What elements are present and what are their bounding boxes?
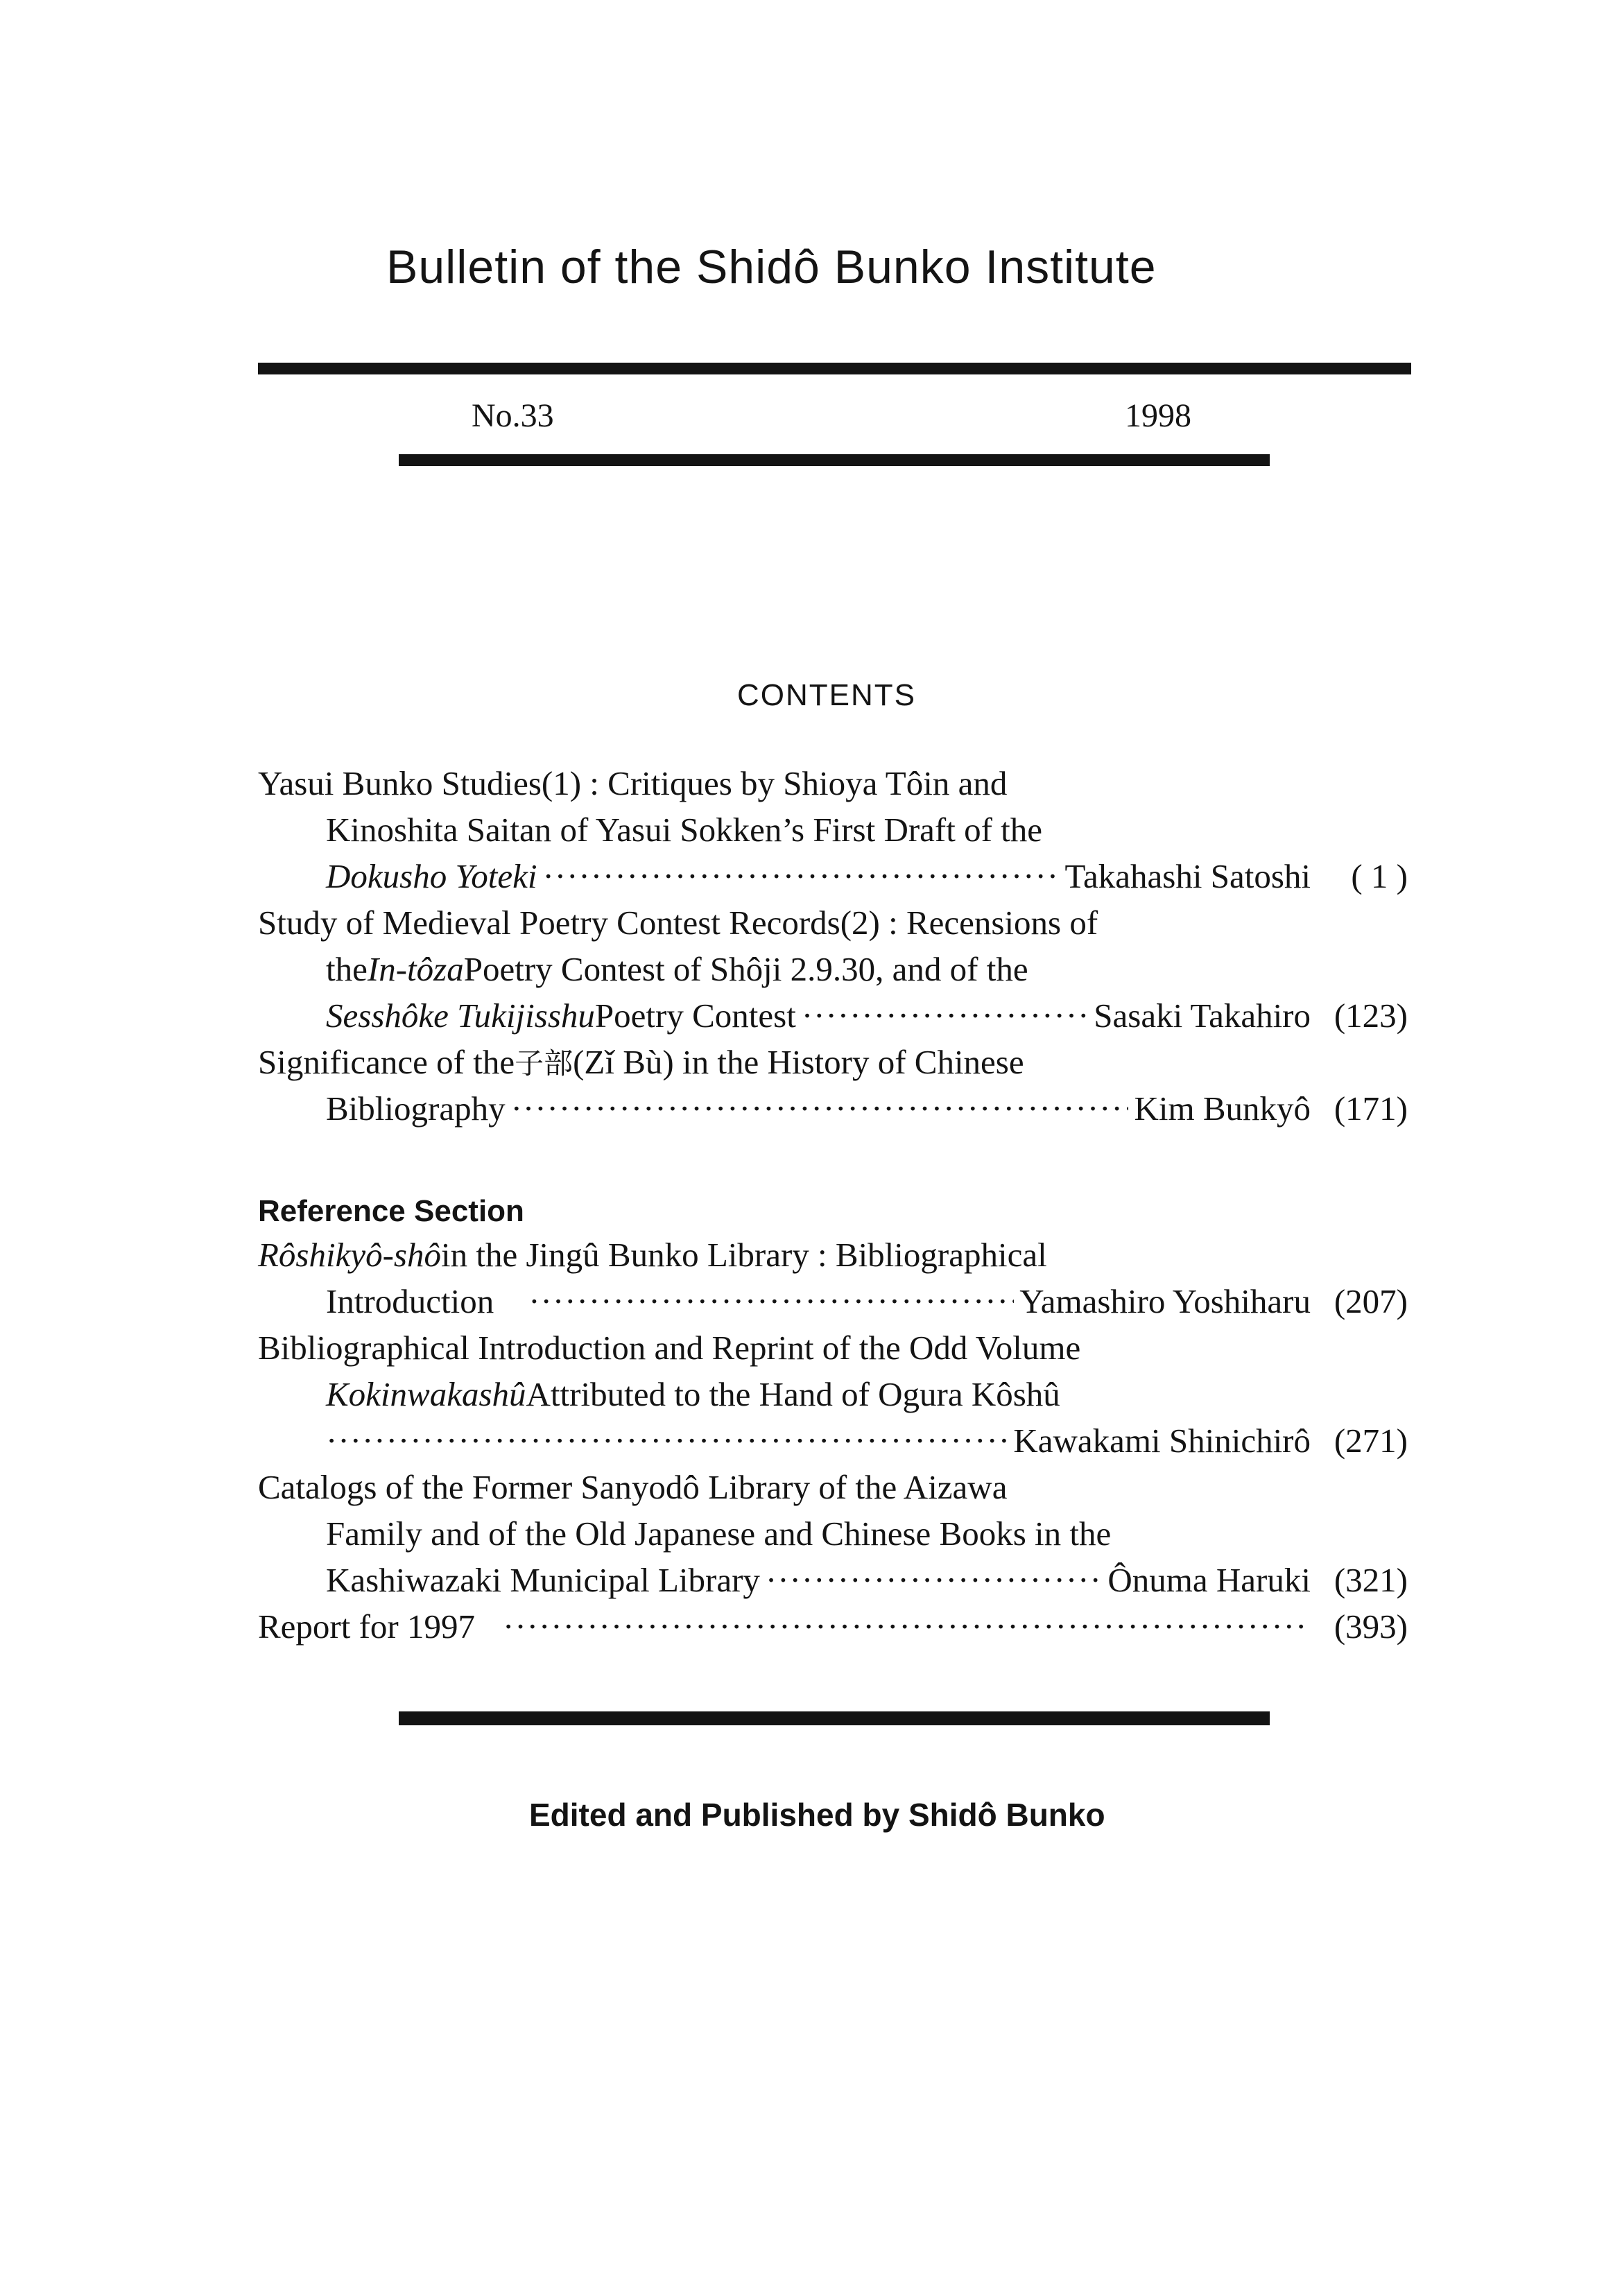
toc-author: Kawakami Shinichirô	[1013, 1422, 1311, 1460]
toc-page-number: (271)	[1334, 1422, 1408, 1460]
toc-page-number: (207)	[1334, 1282, 1408, 1320]
toc-entry-title-italic: Dokusho Yoteki	[326, 857, 537, 895]
toc-entry-line: Kokinwakashû Attributed to the Hand of Ogura Kôshû	[326, 1375, 1060, 1413]
dot-leader	[528, 1278, 1014, 1324]
dot-leader	[542, 853, 1059, 899]
toc-entry-line: Significance of the 子部 (Zǐ Bù) in the History of Chinese	[258, 1039, 1024, 1085]
toc-author: Kim Bunkyô	[1134, 1089, 1311, 1128]
dot-leader	[766, 1557, 1103, 1603]
toc-entry-line: Bibliographical Introduction and Reprint of the Odd Volume	[258, 1329, 1081, 1367]
bottom-rule	[399, 1711, 1270, 1725]
chinese-characters: 子部	[515, 1046, 573, 1080]
contents-heading: CONTENTS	[737, 678, 916, 712]
toc-entry-final-line: Report for 1997 ····· (393)	[258, 1603, 1408, 1650]
toc-entry-final-line	[326, 1417, 1408, 1464]
issue-number: No.33	[472, 397, 554, 434]
dot-leader	[503, 1603, 1305, 1650]
header-rule	[399, 454, 1270, 466]
toc-entry-line: Family and of the Old Japanese and Chinese Books in the	[326, 1514, 1112, 1553]
toc-author: Takahashi Satoshi	[1064, 857, 1311, 895]
toc-entry-line: the In-tôza Poetry Contest of Shôji 2.9.30, and of the	[326, 950, 1028, 988]
reference-section-heading: Reference Section	[258, 1194, 524, 1228]
toc-entry-final-line	[326, 853, 1408, 899]
toc-page-number: ( 1 )	[1351, 857, 1408, 895]
toc-page-number: (171)	[1334, 1089, 1408, 1128]
toc-entry-line: Rôshikyô-shô in the Jingû Bunko Library : Bibliographical	[258, 1236, 1047, 1274]
toc-entry-line: Kinoshita Saitan of Yasui Sokken’s First Draft of the	[326, 811, 1043, 849]
dot-leader	[511, 1085, 1129, 1132]
top-rule	[258, 363, 1411, 374]
toc-author: Sasaki Takahiro	[1094, 996, 1311, 1035]
toc-page-number: (123)	[1334, 996, 1408, 1035]
toc-author: Yamashiro Yoshiharu	[1019, 1282, 1311, 1320]
dot-leader	[802, 992, 1088, 1039]
toc-page-number: (393)	[1334, 1607, 1408, 1646]
toc-entry-line: Yasui Bunko Studies(1) : Critiques by Shioya Tôin and	[258, 764, 1008, 802]
toc-entry-line: Study of Medieval Poetry Contest Records(2) : Recensions of	[258, 904, 1098, 942]
toc-page-number: (321)	[1334, 1561, 1408, 1599]
toc-entry-final-line: Sesshôke Tukijisshu Poetry Contest ····· Sasaki Takahiro (123)	[326, 992, 1408, 1039]
dot-leader	[326, 1417, 1008, 1464]
issue-year: 1998	[1125, 397, 1191, 434]
toc-entry-final-line: Introduction ····· Yamashiro Yoshiharu (207)	[326, 1278, 1408, 1324]
toc-entry-line: Catalogs of the Former Sanyodô Library of the Aizawa	[258, 1468, 1008, 1506]
toc-entry-final-line: Bibliography ····· Kim Bunkyô (171)	[326, 1085, 1408, 1132]
toc-entry-final-line: Kashiwazaki Municipal Library ····· Ônuma Haruki (321)	[326, 1557, 1408, 1603]
toc-author: Ônuma Haruki	[1107, 1561, 1311, 1599]
journal-title: Bulletin of the Shidô Bunko Institute	[386, 241, 1157, 293]
publisher-line: Edited and Published by Shidô Bunko	[529, 1797, 1105, 1833]
